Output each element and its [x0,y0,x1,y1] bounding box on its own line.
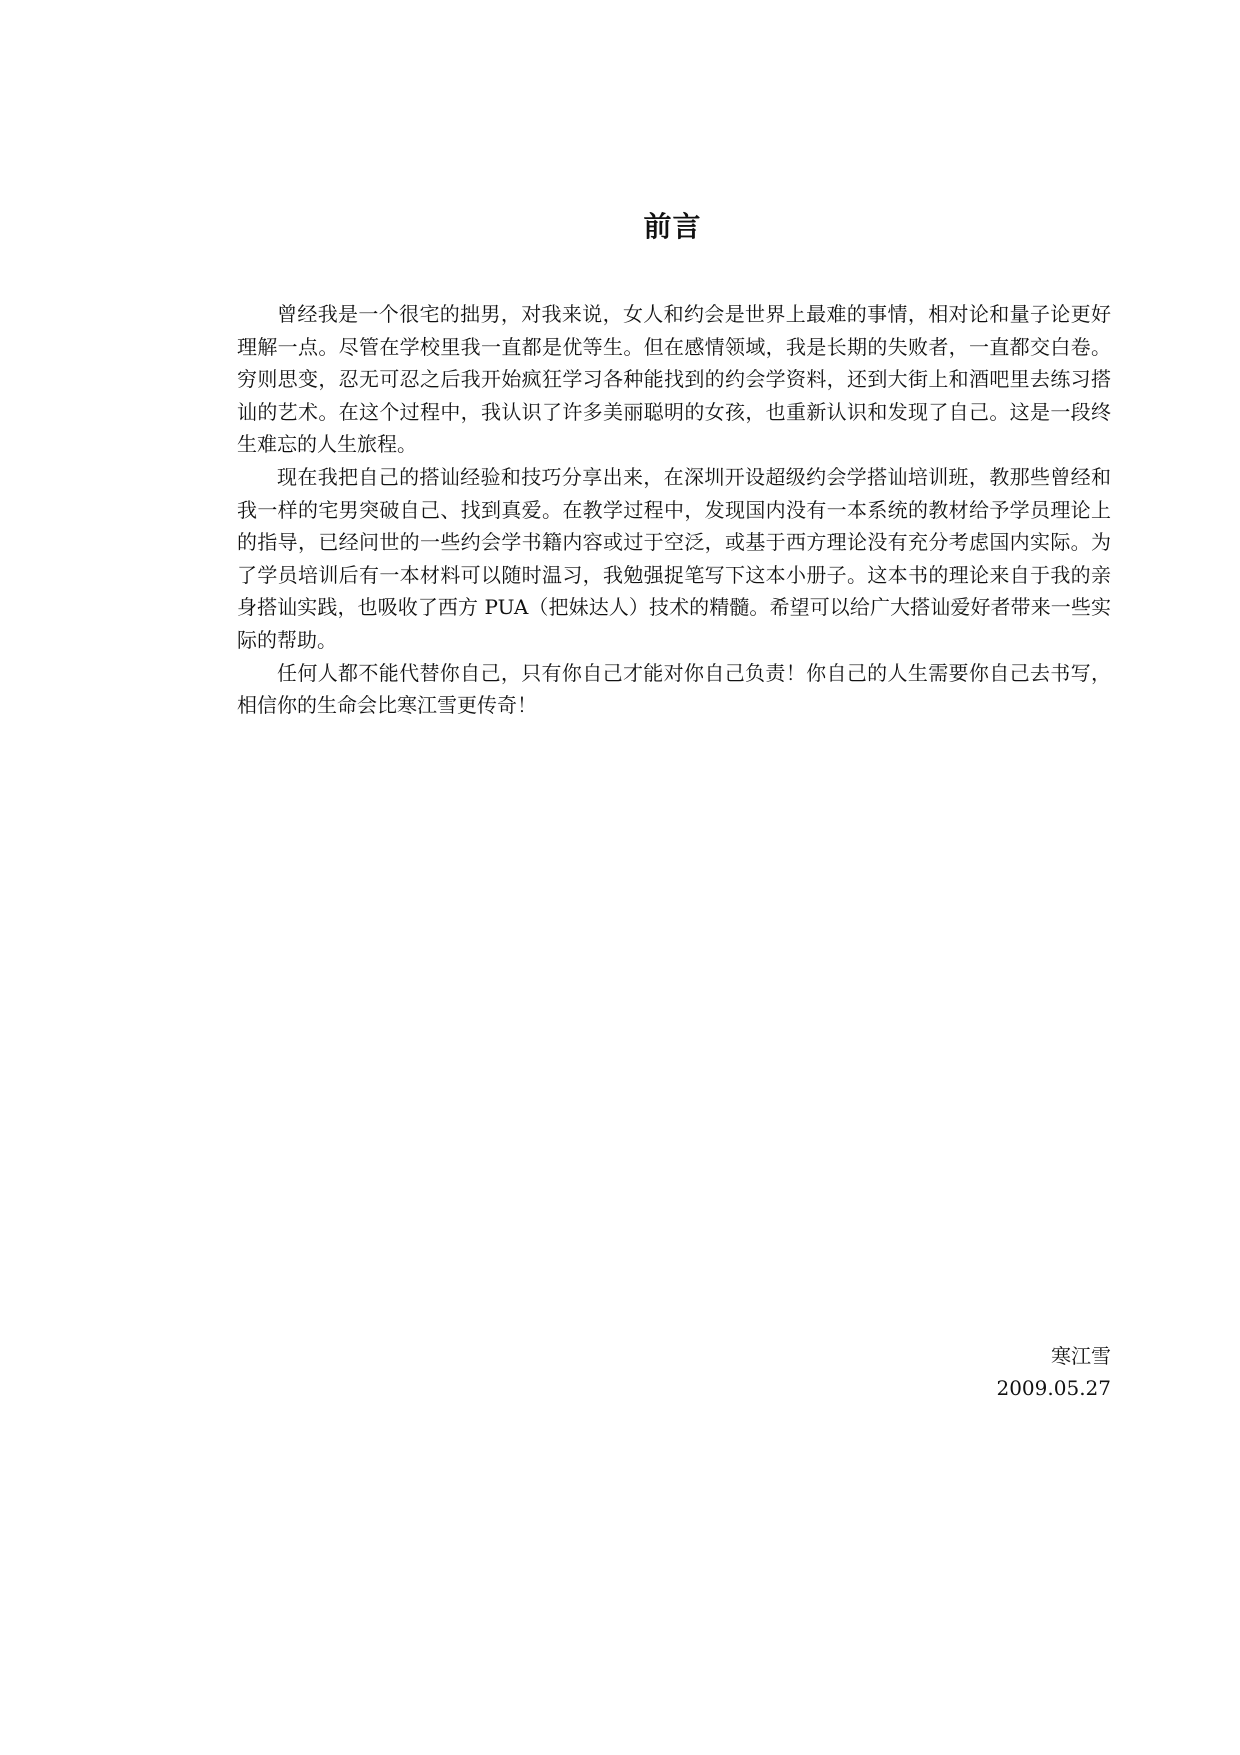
signature-block [900,1340,1111,1404]
page-title: 前言 [643,210,702,243]
paragraph-3: 任何人都不能代替你自己，只有你自己才能对你自己负责！你自己的人生需要你自己去书写，相信你的生命会比寒江雪更传奇！ [237,660,1111,718]
paragraph-2: 现在我把自己的搭讪经验和技巧分享出来，在深圳开设超级约会学搭讪培训班，教那些曾经和我一样的宅男突破自己、找到真爱。在教学过程中，发现国内没有一本系统的教材给予学员理论上的指导，已经问世的一些约会学书籍内容或过于空泛，或基于西方理论没有充分考虑国内实际。为了学员培训后有一本材料可以随时温习，我勉强捉笔写下这本小册子。这本书的理论来自于我的亲身搭讪实践，也吸收了西方 PUA（把妹达人）技术的精髓。希望可以给广大搭讪爱好者带来一些实际的帮助。 [237,464,1111,652]
author-name: 寒江雪 [1051,1344,1111,1368]
paragraph-1: 曾经我是一个很宅的拙男，对我来说，女人和约会是世界上最难的事情，相对论和量子论更好理解一点。尽管在学校里我一直都是优等生。但在感情领域，我是长期的失败者，一直都交白卷。穷则思变，忍无可忍之后我开始疯狂学习各种能找到的约会学资料，还到大街上和酒吧里去练习搭讪的艺术。在这个过程中，我认识了许多美丽聪明的女孩，也重新认识和发现了自己。这是一段终生难忘的人生旅程。 [237,302,1111,457]
preface-body [237,298,1111,722]
signature-date: 2009.05.27 [996,1376,1111,1400]
